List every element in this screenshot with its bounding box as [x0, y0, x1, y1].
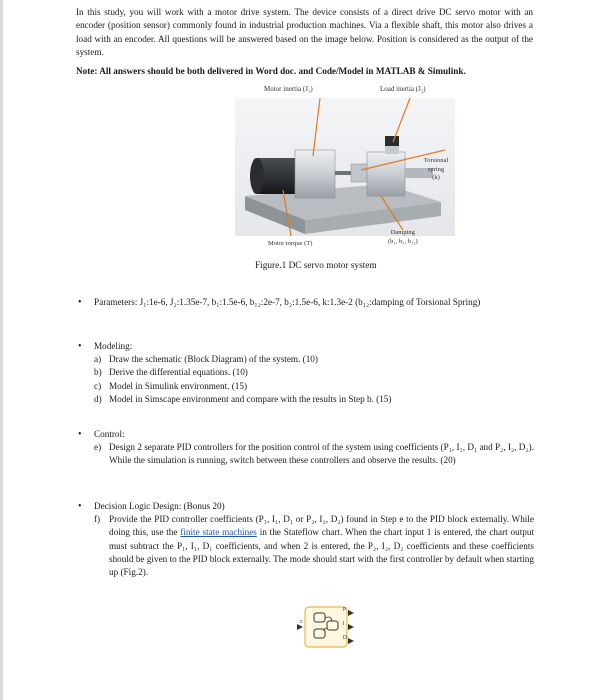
stateflow-block-graphic	[295, 601, 357, 653]
modeling-section	[94, 340, 534, 406]
control-section	[94, 428, 534, 468]
item-marker: c)	[94, 380, 102, 391]
bullet-dot: •	[78, 429, 82, 440]
torsional-spring-line-2: spring	[427, 165, 445, 173]
item-text: Draw the schematic (Block Diagram) of the system. (10)	[109, 354, 318, 365]
output-port-arrow	[348, 624, 354, 630]
motor-inertia-label: Motor inertia (J₁)	[264, 85, 313, 93]
decision-text-a: Provide the PID controller coefficients (P₁, I₁, D₁ or P₂, I₂, D₂) found in Step e to the PID block externally. While doing this, use the	[109, 514, 534, 538]
control-title: Control:	[94, 429, 125, 439]
output-port-arrow	[348, 610, 354, 616]
item-text: Design 2 separate PID controllers for the position control of the system using coefficients (P₁, I₁, D₁ and P₂, I₂, D₂). While the simulation is running, switch between these controllers and observe the results. (20)	[109, 442, 535, 466]
damping-line-1: Damping	[390, 229, 415, 236]
modeling-item-c	[94, 380, 534, 393]
torsional-spring-line-3: (k)	[432, 174, 440, 181]
modeling-item-a	[94, 353, 534, 366]
finite-state-machines-link[interactable]: finite state machines	[180, 527, 257, 538]
output-port-arrow	[348, 638, 354, 644]
item-text: Derive the differential equations. (10)	[109, 367, 248, 378]
decision-section	[94, 500, 534, 579]
control-item-e	[94, 441, 534, 467]
item-text: Model in Simulink environment. (15)	[109, 380, 248, 391]
item-marker: d)	[94, 393, 102, 404]
item-marker: b)	[94, 367, 102, 378]
torsional-spring-line-1: Torsional	[423, 157, 449, 164]
figure-caption: Figure.1 DC servo motor system	[255, 261, 377, 271]
torsional-spring-label	[418, 157, 454, 183]
item-marker: f)	[94, 514, 101, 525]
motor-torque-label: Motor torque (T)	[268, 240, 313, 247]
decision-text-b: in the Stateflow chart. When the chart input 1 is entered, the chart output must subtract the P₁, I₁, D₁ coefficients, and when 2 is entered, the P₂, I₂, D₂ coefficients and these coefficients should be given to the PID block externally. The mode should start with the first controller by default when starting up (Fig.2).	[109, 527, 535, 578]
damping-label	[388, 228, 418, 246]
modeling-item-b	[94, 366, 534, 379]
chart-block-frame	[305, 607, 347, 647]
input-port-label: c	[300, 619, 303, 625]
bullet-dot: •	[78, 341, 82, 352]
modeling-title: Modeling:	[94, 341, 133, 351]
damping-line-2: (b₁, b₂, b₁₂)	[388, 238, 418, 245]
output-port-label-i: I	[343, 621, 345, 627]
output-port-label-p: P	[343, 607, 347, 613]
item-text: Model in Simscape environment and compare with the results in Step b. (15)	[109, 393, 392, 404]
submission-note: Note: All answers should be both delivered in Word doc. and Code/Model in MATLAB & Simulink.	[76, 66, 466, 76]
decision-item-f	[94, 513, 534, 579]
bullet-dot: •	[78, 297, 82, 308]
stateflow-chart-block[interactable]	[295, 601, 357, 653]
decision-title: Decision Logic Design: (Bonus 20)	[94, 501, 225, 511]
item-marker: e)	[94, 442, 102, 453]
bullet-dot: •	[78, 501, 82, 512]
output-port-label-d: D	[343, 635, 347, 641]
load-inertia-label: Load inertia (J₂)	[380, 85, 426, 93]
intro-paragraph: In this study, you will work with a motor drive system. The device consists of a direct drive DC servo motor with an encoder (position sensor) commonly found in industrial production machines. Via a flexible shaft, this motor also drives a load with an encoder. All questions will be answered based on the image below. Position is considered as the output of the system.	[76, 7, 533, 57]
modeling-item-d	[94, 393, 534, 406]
page-edge	[0, 0, 3, 700]
item-marker: a)	[94, 354, 102, 365]
parameters-text: Parameters: J₁:1e-6, J₂:1.35e-7, b₁:1.5e-6, b₁₂:2e-7, b₂:1.5e-6, k:1.3e-2 (b₁₂:damping of Torsional Spring)	[94, 297, 481, 307]
item-text	[109, 513, 534, 579]
